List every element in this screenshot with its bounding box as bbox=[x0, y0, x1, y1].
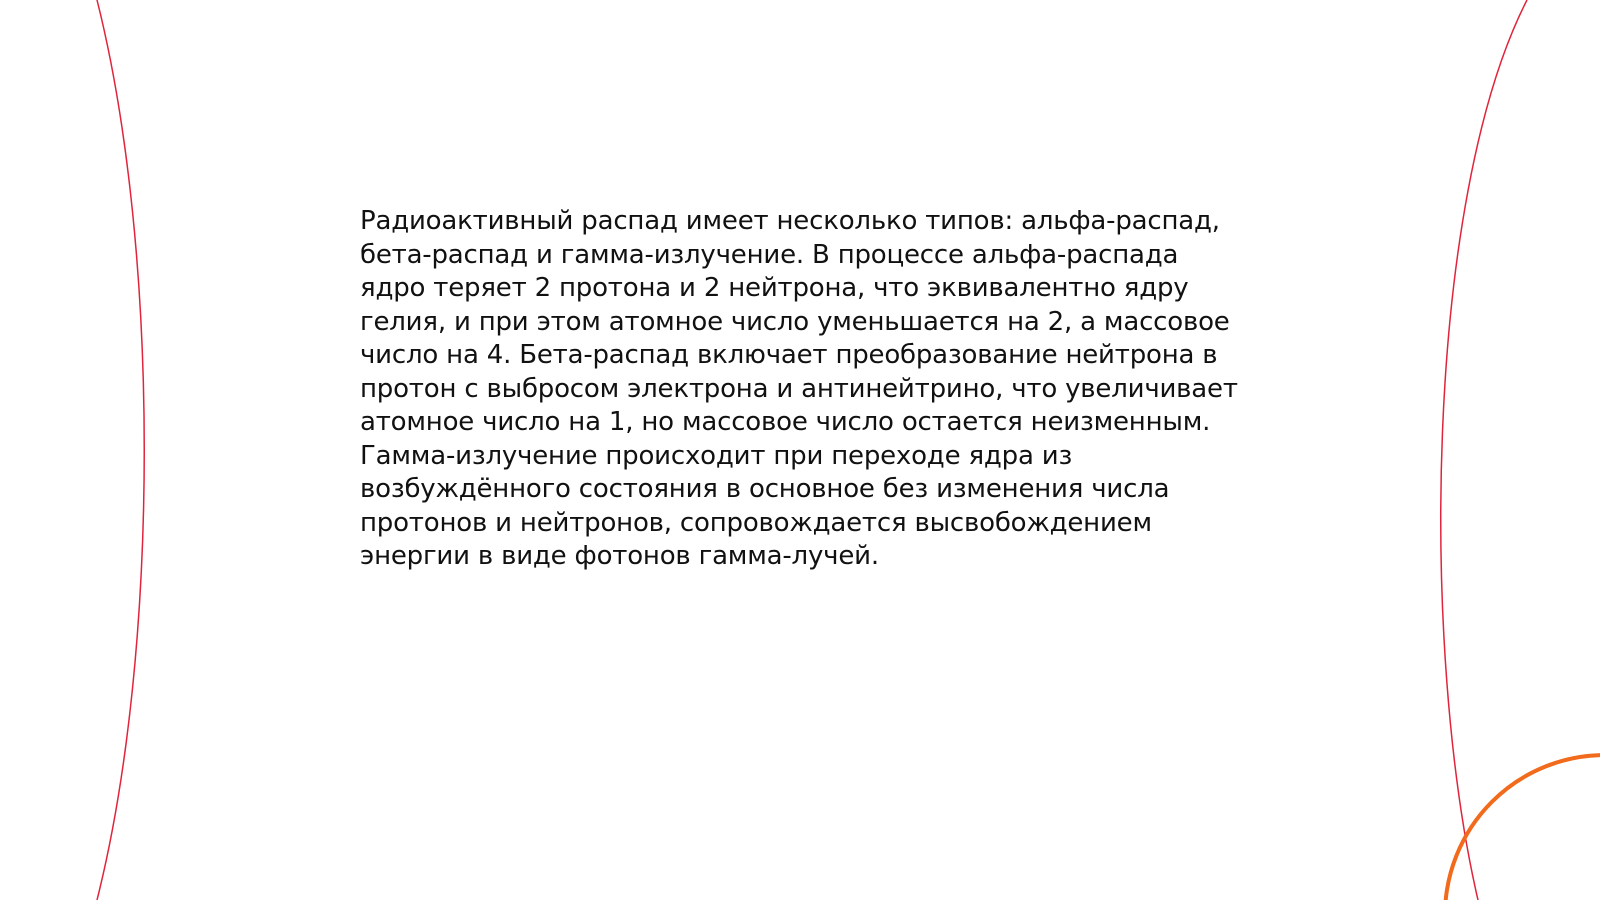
slide-body-text: Радиоактивный распад имеет несколько типов: альфа-распад, бета-распад и гамма-излучение. В процессе альфа-распада ядро теряет 2 протона и 2 нейтрона, что эквивалентно ядру гелия, и при этом атомное число уменьшается на 2, а массовое число на 4. Бета-распад включает преобразование нейтрона в протон с выбросом электрона и антинейтрино, что увеличивает атомное число на 1, но массовое число остается неизменным. Гамма-излучение происходит при переходе ядра из возбуждённого состояния в основное без изменения числа протонов и нейтронов, сопровождается высвобождением энергии в виде фотонов гамма-лучей. bbox=[360, 206, 1238, 571]
left-curve-line bbox=[97, 0, 144, 900]
corner-ring bbox=[1445, 755, 1600, 900]
right-curve-line bbox=[1441, 0, 1527, 900]
